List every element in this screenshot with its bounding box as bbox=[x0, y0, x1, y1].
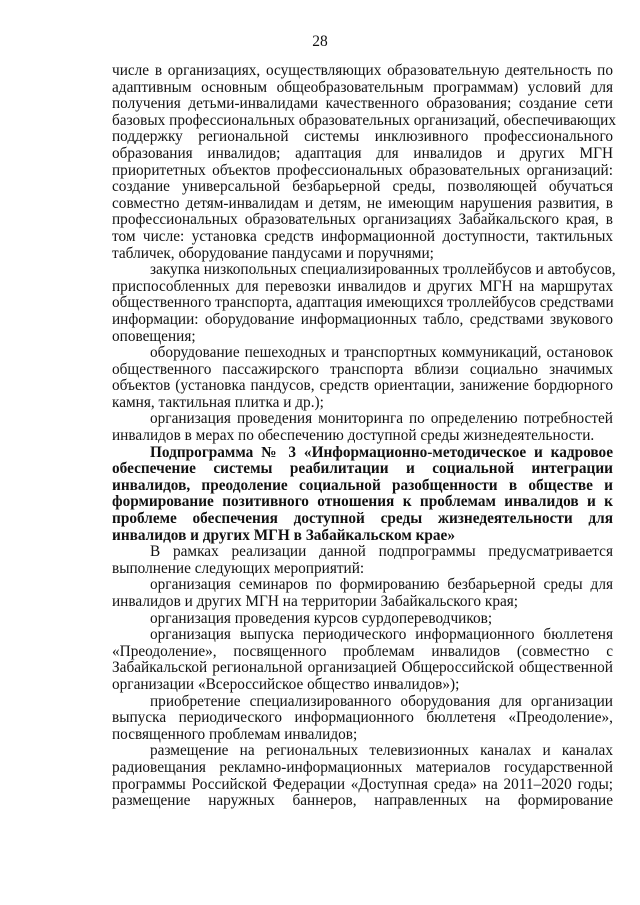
page-number: 28 bbox=[312, 33, 328, 50]
heading-line: Подпрограмма № 3 «Информационно-методическое и кадровое bbox=[150, 443, 613, 461]
text-line: совместно детям-инвалидам и детям, не имеющим нарушения развития, в bbox=[112, 194, 613, 212]
text-line: камня, тактильная плитка и др.); bbox=[112, 393, 324, 411]
text-line: адаптивным основным общеобразовательным программам) условий для bbox=[112, 78, 613, 96]
text-line: В рамках реализации данной подпрограммы предусматривается bbox=[150, 543, 613, 561]
text-line: организация проведения мониторинга по определению потребностей bbox=[150, 410, 613, 428]
text-line: инвалидов и других МГН на территории Забайкальского края; bbox=[112, 593, 519, 610]
text-line: организация выпуска периодического информационного бюллетеня bbox=[150, 626, 613, 644]
text-line: приобретение специализированного оборудования для организации bbox=[150, 692, 613, 710]
text-line: выпуска периодического информационного бюллетеня «Преодоление», bbox=[112, 709, 613, 727]
document-body bbox=[112, 62, 616, 810]
text-line: организация проведения курсов сурдопереводчиков; bbox=[150, 609, 493, 627]
text-line: организации «Всероссийское общество инвалидов»); bbox=[112, 675, 460, 693]
text-line: приспособленных для перевозки инвалидов и других МГН на маршрутах bbox=[112, 277, 613, 295]
text-line: программы Российской Федерации «Доступная среда» на 2011–2020 годы; bbox=[112, 775, 613, 793]
heading-line: инвалидов и других МГН в Забайкальском крае» bbox=[112, 526, 455, 544]
text-line: «Преодоление», посвященного проблемам инвалидов (совместно с bbox=[112, 642, 613, 660]
text-line: оповещения; bbox=[112, 327, 196, 345]
heading-line: проблеме обеспечения доступной среды жизнедеятельности для bbox=[112, 510, 613, 528]
text-line: информации: оборудование информационных табло, средствами звукового bbox=[112, 310, 613, 328]
text-line: посвященного проблемам инвалидов; bbox=[112, 725, 358, 743]
text-line: том числе: установка средств информационной доступности, тактильных bbox=[112, 227, 613, 245]
text-line: размещение на региональных телевизионных каналах и каналах bbox=[150, 742, 613, 760]
text-line: инвалидов в мерах по обеспечению доступной среды жизнедеятельности. bbox=[112, 427, 595, 445]
text-line: оборудование пешеходных и транспортных коммуникаций, остановок bbox=[150, 344, 613, 362]
text-line: объектов (установка пандусов, средств ориентации, занижение бордюрного bbox=[112, 377, 613, 395]
text-line: профессиональных образовательных организациях Забайкальского края, в bbox=[112, 211, 613, 229]
text-line: выполнение следующих мероприятий: bbox=[112, 559, 365, 577]
text-line: общественного пассажирского транспорта вблизи социально значимых bbox=[112, 360, 613, 378]
text-line: табличек, оборудование пандусами и поручнями; bbox=[112, 244, 434, 262]
text-line: поддержку региональной системы инклюзивного профессионального bbox=[112, 128, 613, 146]
text-line: числе в организациях, осуществляющих образовательную деятельность по bbox=[112, 62, 613, 79]
text-line: радиовещания рекламно-информационных материалов государственной bbox=[112, 758, 613, 776]
text-line: образования инвалидов; адаптация для инвалидов и других МГН bbox=[112, 144, 613, 162]
text-line: базовых профессиональных образовательных организаций, обеспечивающих bbox=[112, 111, 616, 129]
heading-line: инвалидов, преодоление социальной разобщенности в обществе и bbox=[112, 476, 613, 494]
text-line: организация семинаров по формированию безбарьерной среды для bbox=[150, 576, 613, 594]
heading-line: обеспечение системы реабилитации и социальной интеграции bbox=[112, 460, 613, 478]
text-line: приоритетных объектов профессиональных образовательных организаций: bbox=[112, 161, 613, 179]
text-line: Забайкальской региональной организацией Общероссийской общественной bbox=[112, 659, 613, 677]
text-line: размещение наружных баннеров, направленных на формирование bbox=[112, 792, 613, 810]
text-line: создание универсальной безбарьерной среды, позволяющей обучаться bbox=[112, 178, 613, 196]
text-line: общественного транспорта, адаптация имеющихся троллейбусов средствами bbox=[112, 294, 614, 312]
heading-line: формирование позитивного отношения к проблемам инвалидов и к bbox=[112, 493, 613, 511]
text-line: получения детьми-инвалидами качественного образования; создание сети bbox=[112, 95, 613, 113]
text-line: закупка низкопольных специализированных троллейбусов и автобусов, bbox=[150, 261, 616, 279]
